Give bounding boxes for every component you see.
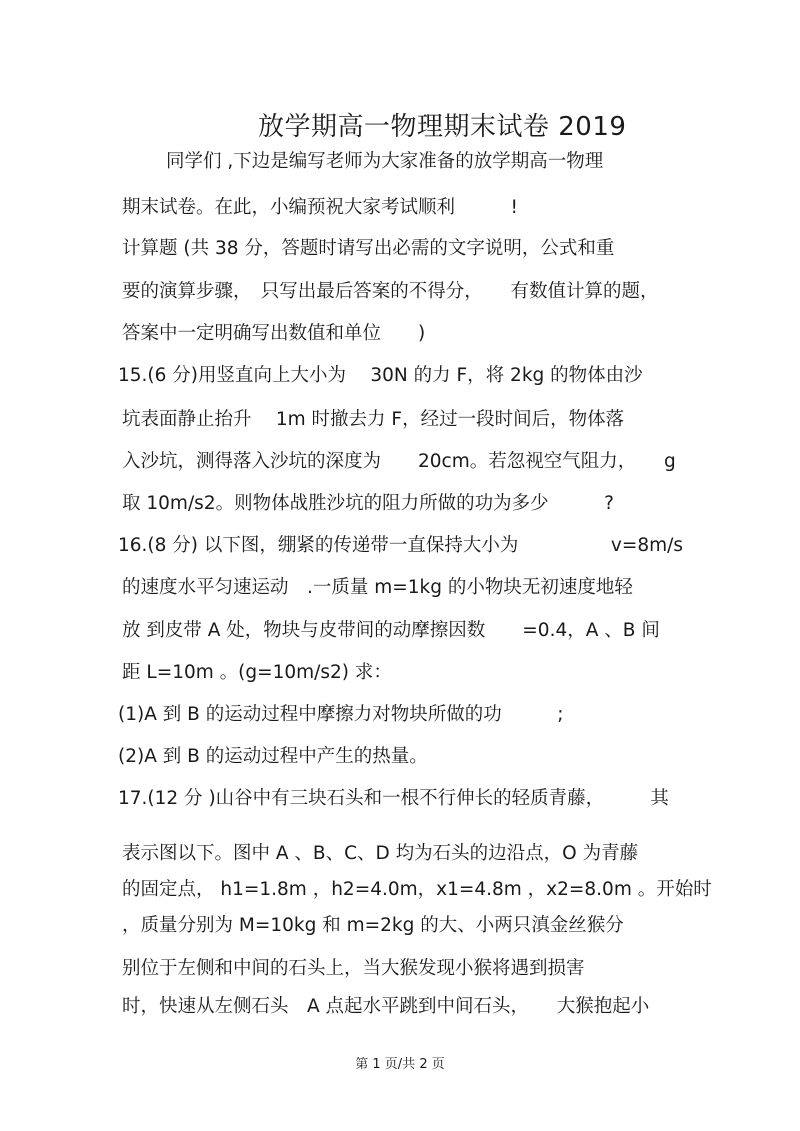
- text-line: 的固定点， h1=1.8m ，h2=4.0m，x1=4.8m ，x2=8.0m 。开始时: [122, 879, 712, 900]
- text-line: 16.(8 分) 以下图，绷紧的传递带一直保持大小为 v=8m/s: [118, 535, 684, 556]
- text-line: 计算题 (共 38 分，答题时请写出必需的文字说明，公式和重: [122, 238, 615, 259]
- text-line: 15.(6 分)用竖直向上大小为 30N 的力 F，将 2kg 的物体由沙: [118, 365, 643, 386]
- text-line: 期末试卷。在此，小编预祝大家考试顺利 !: [122, 197, 518, 218]
- text-line: 同学们 ,下边是编写老师为大家准备的放学期高一物理: [166, 151, 604, 172]
- text-line: 答案中一定明确写出数值和单位 ): [122, 323, 426, 344]
- text-line: ，质量分别为 M=10kg 和 m=2kg 的大、小两只滇金丝猴分: [122, 915, 624, 936]
- text-line: 取 10m/s2。则物体战胜沙坑的阻力所做的功为多少 ?: [122, 493, 614, 514]
- text-line: 距 L=10m 。(g=10m/s2) 求：: [122, 662, 392, 683]
- text-line: 要的演算步骤， 只写出最后答案的不得分， 有数值计算的题，: [122, 281, 659, 302]
- text-line: 时，快速从左侧石头 A 点起水平跳到中间石头， 大猴抱起小: [122, 996, 650, 1017]
- page-footer: 第 1 页/共 2 页: [355, 1057, 445, 1072]
- text-line: 17.(12 分 )山谷中有三块石头和一根不行伸长的轻质青藤， 其: [118, 788, 669, 809]
- text-line: 别位于左侧和中间的石头上，当大猴发现小猴将遇到损害: [122, 958, 585, 979]
- text-line: 坑表面静止抬升 1m 时撤去力 F，经过一段时间后，物体落: [122, 409, 625, 430]
- text-line: 入沙坑，测得落入沙坑的深度为 20cm。若忽视空气阻力， g: [122, 451, 676, 472]
- document-title: 放学期高一物理期末试卷 2019: [258, 112, 627, 142]
- text-line: 表示图以下。图中 A 、B、C、D 均为石头的边沿点，O 为青藤: [122, 843, 639, 864]
- text-line: (2)A 到 B 的运动过程中产生的热量。: [118, 746, 428, 767]
- text-line: 放 到皮带 A 处，物块与皮带间的动摩擦因数 =0.4，A 、B 间: [122, 620, 660, 641]
- text-line: (1)A 到 B 的运动过程中摩擦力对物块所做的功 ;: [118, 704, 564, 725]
- text-line: 的速度水平匀速运动 .一质量 m=1kg 的小物块无初速度地轻: [122, 577, 633, 598]
